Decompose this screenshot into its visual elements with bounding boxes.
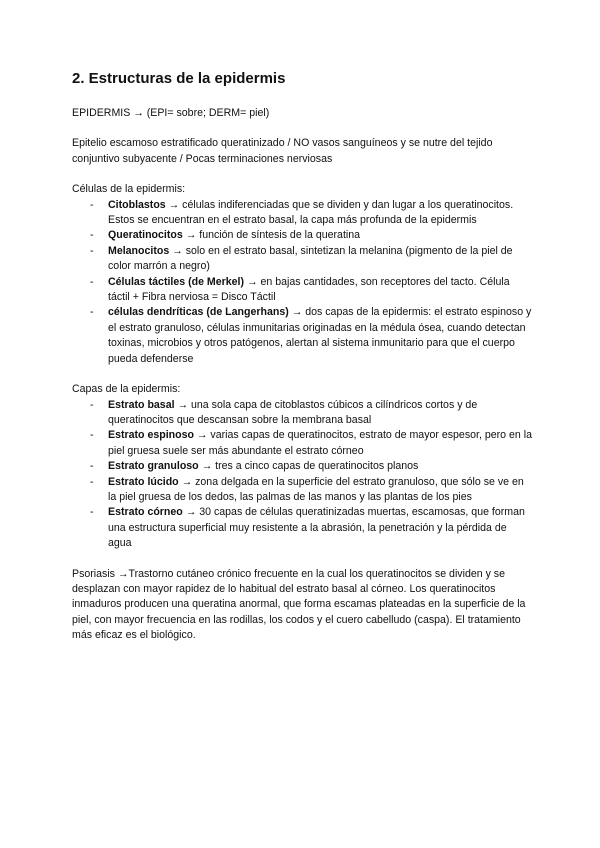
item-text: → función de síntesis de la queratina: [182, 229, 361, 242]
list-item: - Citoblastos → células indiferenciadas que se dividen y dan lugar a los queratinocitos. Estos se encuentran en el estrato basal, la capa más profunda de la epidermis: [90, 198, 514, 227]
list-item: - Queratinocitos → función de síntesis de la queratina: [90, 229, 361, 242]
psoriasis-paragraph: Psoriasis →Trastorno cutáneo crónico frecuente en la cual los queratinocitos se dividen y se desplazan con mayor rapidez de lo habitual del estrato basal al córneo. Los queratinocitos inmaduros producen una queratina anormal, que forma escamas plateadas en la superficie de la piel, con mayor frecuencia en las rodillas, los codos y el cuero cabelludo (caspa). El tratamiento más eficaz es el biológico.: [72, 567, 526, 642]
item-text: → zona delgada en la superficie del estrato granuloso, que sólo se ve en la piel gruesa de los dedos, las palmas de las manos y las plantas de los pies: [108, 475, 524, 503]
list-item: - células dendríticas (de Langerhans) → dos capas de la epidermis: el estrato espinoso y el estrato granuloso, células inmunitarias originadas en la médula ósea, cuando detectan toxinas, microbios y otros patógenos, alertan al sistema inmunitario para que el cuerpo pueda defenderse: [90, 306, 532, 365]
item-term: Estrato córneo: [108, 506, 183, 519]
item-term: Estrato lúcido: [108, 475, 179, 488]
list-item: - Células táctiles (de Merkel) → en bajas cantidades, son receptores del tacto. Célula táctil + Fibra nerviosa = Disco Táctil: [90, 275, 510, 304]
item-term: Citoblastos: [108, 198, 166, 211]
item-term: células dendríticas (de Langerhans): [108, 306, 289, 319]
capas-list: [72, 398, 532, 552]
epitelio-paragraph: Epitelio escamoso estratificado queratinizado / NO vasos sanguíneos y se nutre del tejido conjuntivo subyacente / Pocas terminaciones nerviosas: [72, 137, 493, 165]
item-term: Estrato basal: [108, 398, 175, 411]
item-text: → varias capas de queratinocitos, estrato de mayor espesor, pero en la piel gruesa suele ser más abundante el estrato córneo: [108, 429, 532, 457]
item-text: → una sola capa de citoblastos cúbicos a cilíndricos cortos y de queratinocitos que descansan sobre la membrana basal: [108, 398, 478, 426]
list-item: - Melanocitos → solo en el estrato basal, sintetizan la melanina (pigmento de la piel de color marrón a negro): [90, 244, 513, 273]
item-text: → dos capas de la epidermis: el estrato espinoso y el estrato granuloso, células inmunitarias originadas en la médula ósea, cuando detectan toxinas, microbios y otros patógenos, alertan al sistema inmunitario para que el cuerpo pueda defenderse: [108, 306, 532, 365]
list-item: - Estrato espinoso → varias capas de queratinocitos, estrato de mayor espesor, pero en la piel gruesa suele ser más abundante el estrato córneo: [90, 429, 532, 457]
list-item: - Estrato córneo → 30 capas de células queratinizadas muertas, escamosas, que forman una estructura superficial muy resistente a la abrasión, la penetración y la pérdida de agua: [90, 506, 525, 550]
item-text: → tres a cinco capas de queratinocitos planos: [198, 460, 419, 473]
list-item: - Estrato lúcido → zona delgada en la superficie del estrato granuloso, que sólo se ve en la piel gruesa de los dedos, las palmas de las manos y las plantas de los pies: [90, 475, 524, 503]
item-term: Queratinocitos: [108, 229, 183, 242]
item-term: Células táctiles (de Merkel): [108, 275, 245, 288]
item-text: → células indiferenciadas que se dividen y dan lugar a los queratinocitos. Estos se encuentran en el estrato basal, la capa más profunda de la epidermis: [108, 198, 514, 227]
item-term: Estrato granuloso: [108, 460, 199, 473]
section-heading: 2. Estructuras de la epidermis: [72, 70, 286, 87]
celulas-list: [72, 198, 532, 367]
item-term: Estrato espinoso: [108, 429, 194, 442]
capas-label: Capas de la epidermis:: [72, 383, 181, 396]
list-item: - Estrato granuloso → tres a cinco capas de queratinocitos planos: [90, 460, 419, 473]
item-term: Melanocitos: [108, 244, 170, 257]
item-text: → 30 capas de células queratinizadas muertas, escamosas, que forman una estructura superficial muy resistente a la abrasión, la penetración y la pérdida de agua: [108, 506, 525, 550]
document-page: [72, 68, 532, 659]
epidermis-definition: EPIDERMIS → (EPI= sobre; DERM= piel): [72, 107, 270, 119]
celulas-label: Células de la epidermis:: [72, 183, 186, 196]
list-item: - Estrato basal → una sola capa de citoblastos cúbicos a cilíndricos cortos y de queratinocitos que descansan sobre la membrana basal: [90, 398, 478, 426]
item-text: → en bajas cantidades, son receptores del tacto. Célula táctil + Fibra nerviosa = Disco Táctil: [108, 275, 510, 304]
item-text: → solo en el estrato basal, sintetizan la melanina (pigmento de la piel de color marrón a negro): [108, 244, 513, 273]
